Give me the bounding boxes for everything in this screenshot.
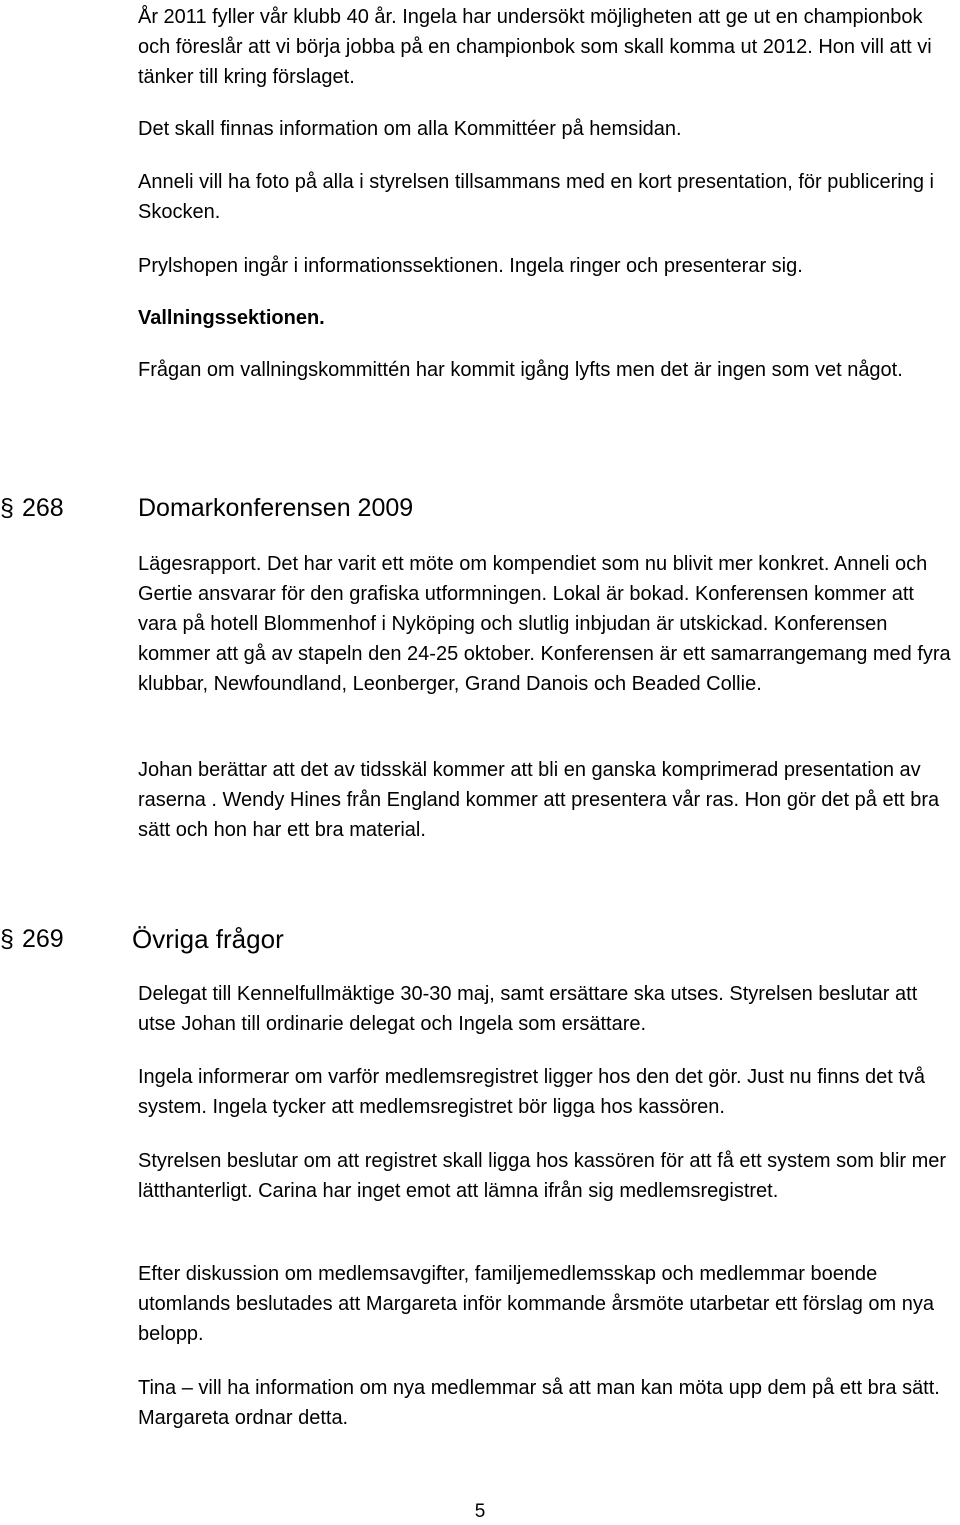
paragraph-medlemsregistret: Ingela informerar om varför medlemsregistret ligger hos den det gör. Just nu finns det två system. Ingela tycker att medlemsregistret bör ligga hos kassören. [138,1066,931,1118]
section-title: Övriga frågor [132,924,284,954]
paragraph-lagesrapport: Lägesrapport. Det har varit ett möte om kompendiet som nu blivit mer konkret. Anneli och Gertie ansvarar för den grafiska utformningen. Lokal är bokad. Konferensen kommer att vara på hotell Blommenhof i Nyköping och slutlig inbjudan är utskickad. Konferensen kommer att gå av stapeln den 24-25 oktober. Konferensen är ett samarrangemang med fyra klubbar, Newfoundland, Leonberger, Grand Danois och Beaded Collie. [138,553,957,695]
paragraph-foto-styrelsen: Anneli vill ha foto på alla i styrelsen tillsammans med en kort presentation, för publicering i Skocken. [138,171,940,223]
paragraph-sign: § [0,925,14,953]
paragraph-medlemsavgifter: Efter diskussion om medlemsavgifter, familjemedlemsskap och medlemmar boende utomlands beslutades att Margareta inför kommande årsmöte utarbetar ett förslag om nya belopp. [138,1263,940,1345]
paragraph-championbok: År 2011 fyller vår klubb 40 år. Ingela har undersökt möjligheten att ge ut en championbok och föreslår att vi börja jobba på en championbok som skall komma ut 2012. Hon vill att vi tänker till kring förslaget. [138,6,938,88]
paragraph-vallningskommitten: Frågan om vallningskommittén har kommit igång lyfts men det är ingen som vet något. [138,359,903,381]
paragraph-presentation-raserna: Johan berättar att det av tidsskäl kommer att bli en ganska komprimerad presentation av raserna . Wendy Hines från England kommer att presentera vår ras. Hon gör det på ett bra sätt och hon har ett bra material. [138,759,945,841]
page-number: 5 [474,1501,486,1522]
subsection-title-vallning: Vallningssektionen. [138,307,325,329]
paragraph-hemsidan: Det skall finnas information om alla Kommittéer på hemsidan. [138,118,682,140]
section-number: 268 [22,494,64,522]
section-number: 269 [22,925,64,953]
paragraph-delegat: Delegat till Kennelfullmäktige 30-30 maj, samt ersättare ska utses. Styrelsen beslutar att utse Johan till ordinarie delegat och Ingela som ersättare. [138,983,923,1035]
paragraph-prylshopen: Prylshopen ingår i informationssektionen. Ingela ringer och presenterar sig. [138,255,803,277]
paragraph-sign: § [0,494,14,522]
paragraph-nya-medlemmar: Tina – vill ha information om nya medlemmar så att man kan möta upp dem på ett bra sätt. Margareta ordnar detta. [138,1377,946,1429]
paragraph-registret-kassoren: Styrelsen beslutar om att registret skall ligga hos kassören för att få ett system som blir mer lätthanterligt. Carina har inget emot att lämna ifrån sig medlemsregistret. [138,1150,952,1202]
section-title: Domarkonferensen 2009 [138,494,414,522]
